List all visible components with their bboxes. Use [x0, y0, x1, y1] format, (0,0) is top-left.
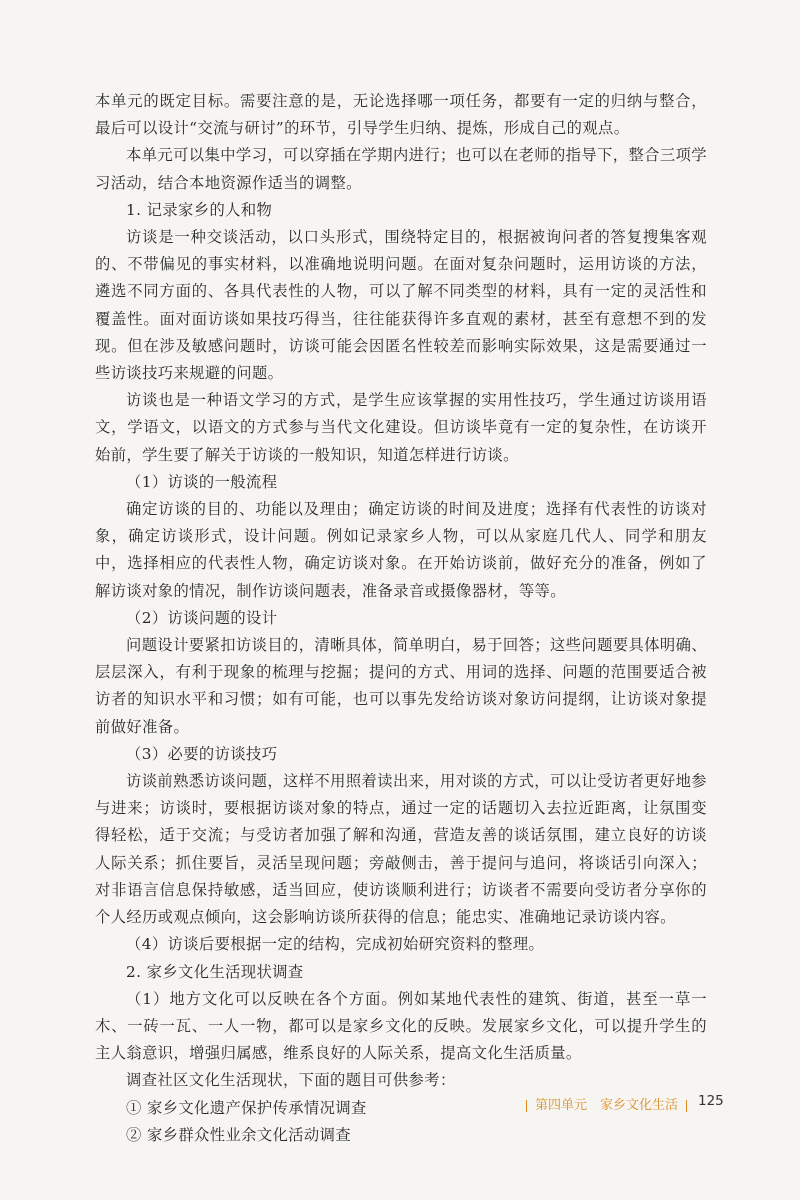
list-item: ② 家乡群众性业余文化活动调查 — [126, 1125, 352, 1144]
page-footer — [0, 1094, 800, 1118]
footer-divider — [686, 1100, 687, 1112]
subsection-heading: （3）必要的访谈技巧 — [126, 744, 278, 763]
paragraph: 确定访谈的目的、功能以及理由；确定访谈的时间及进度；选择有代表性的访谈对象，确定访谈形式，设计问题。例如记录家乡人物，可以从家庭几代人、同学和朋友中，选择相应的代表性人物，确定访谈对象。在开始访谈前，做好充分的准备，例如了解访谈对象的情况，制作访谈问题表，准备录音或摄像器材，等等。 — [95, 500, 707, 600]
subsection-heading: （1）访谈的一般流程 — [126, 472, 278, 491]
paragraph: 本单元可以集中学习，可以穿插在学期内进行；也可以在老师的指导下，整合三项学习活动，结合本地资源作适当的调整。 — [95, 146, 707, 192]
paragraph: 访谈是一种交谈活动，以口头形式，围绕特定目的，根据被询问者的答复搜集客观的、不带偏见的事实材料，以准确地说明问题。在面对复杂问题时，运用访谈的方法，遴选不同方面的、各具代表性的人物，可以了解不同类型的材料，具有一定的灵活性和覆盖性。面对面访谈如果技巧得当，往往能获得许多直观的素材，甚至有意想不到的发现。但在涉及敏感问题时，访谈可能会因匿名性较差而影响实际效果，这是需要通过一些访谈技巧来规避的问题。 — [95, 228, 707, 383]
footer-unit-label: 第四单元 — [535, 1098, 588, 1113]
page-body — [95, 88, 707, 1149]
paragraph: 访谈也是一种语文学习的方式，是学生应该掌握的实用性技巧，学生通过访谈用语文，学语文，以语文的方式参与当代文化建设。但访谈毕竟有一定的复杂性，在访谈开始前，学生要了解关于访谈的一般知识，知道怎样进行访谈。 — [95, 391, 707, 464]
paragraph: 本单元的既定目标。需要注意的是，无论选择哪一项任务，都要有一定的归纳与整合，最后可以设计“交流与研讨”的环节，引导学生归纳、提炼，形成自己的观点。 — [95, 92, 707, 138]
paragraph: 访谈前熟悉访谈问题，这样不用照着读出来，用对谈的方式，可以让受访者更好地参与进来；访谈时，要根据访谈对象的特点，通过一定的话题切入去拉近距离，让氛围变得轻松，适于交流；与受访者加强了解和沟通，营造友善的谈话氛围，建立良好的访谈人际关系；抓住要旨，灵活呈现问题；旁敲侧击，善于提问与追问，将谈话引向深入；对非语言信息保持敏感，适当回应，使访谈顺利进行；访谈者不需要向受访者分享你的个人经历或观点倾向，这会影响访谈所获得的信息；能忠实、准确地记录访谈内容。 — [95, 772, 707, 927]
paragraph: 问题设计要紧扣访谈目的，清晰具体，简单明白，易于回答；这些问题要具体明确、层层深入，有利于现象的梳理与挖掘；提问的方式、用词的选择、问题的范围要适合被访者的知识水平和习惯；如有可能，也可以事先发给访谈对象访问提纲，让访谈对象提前做好准备。 — [95, 636, 707, 736]
subsection-heading: （2）访谈问题的设计 — [126, 608, 278, 627]
section-heading: 1. 记录家乡的人和物 — [126, 200, 273, 219]
list-item: ① 家乡文化遗产保护传承情况调查 — [126, 1098, 367, 1117]
footer-unit-title: 家乡文化生活 — [600, 1098, 679, 1113]
section-heading: 2. 家乡文化生活现状调查 — [126, 962, 304, 981]
paragraph: （4）访谈后要根据一定的结构，完成初始研究资料的整理。 — [126, 935, 545, 954]
footer-divider — [526, 1100, 527, 1112]
running-footer — [518, 1094, 695, 1113]
paragraph: 调查社区文化生活现状，下面的题目可供参考： — [126, 1071, 456, 1090]
page-number: 125 — [698, 1093, 724, 1109]
paragraph: （1）地方文化可以反映在各个方面。例如某地代表性的建筑、街道，甚至一草一木、一砖一瓦、一人一物，都可以是家乡文化的反映。发展家乡文化，可以提升学生的主人翁意识，增强归属感，维系良好的人际关系，提高文化生活质量。 — [95, 989, 707, 1063]
